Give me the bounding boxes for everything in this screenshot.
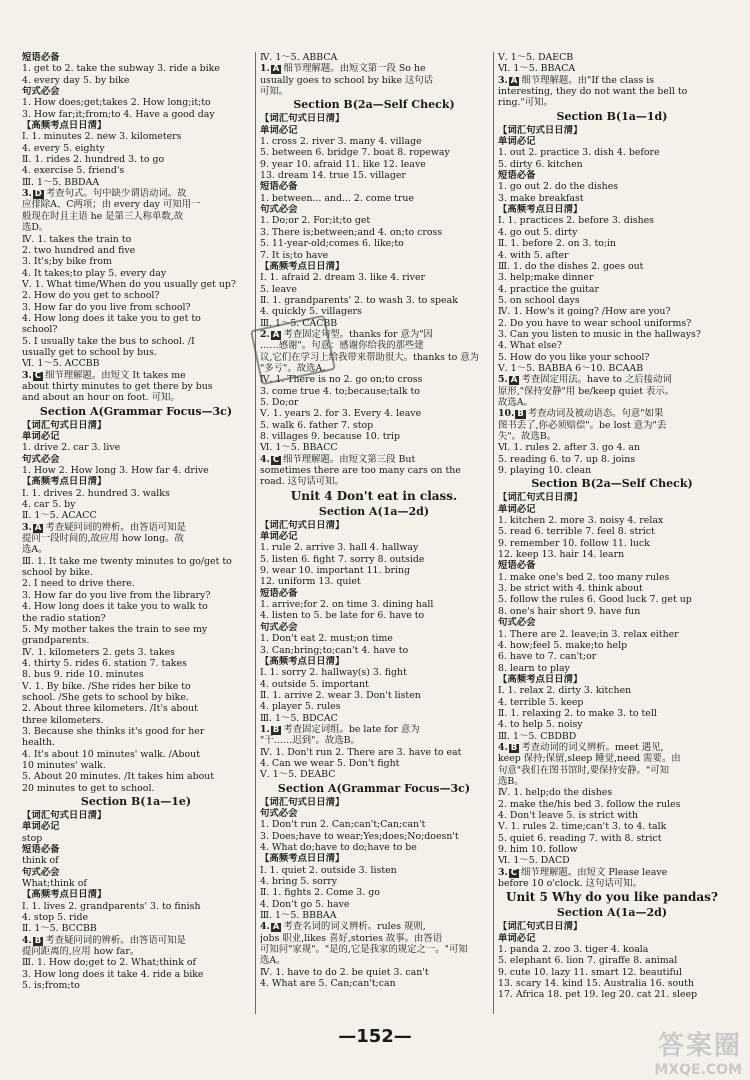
- question-number: 3.: [498, 74, 508, 86]
- subheading: 【高频考点日日清】: [498, 673, 583, 685]
- answer-line: school. /She gets to school by bike.: [22, 691, 189, 703]
- answer-line: 4. outside 5. important: [260, 678, 369, 690]
- column-divider-1: [255, 52, 256, 1014]
- answer-line: Ⅰ. 1. afraid 2. dream 3. like 4. river: [260, 272, 425, 284]
- answer-line: Ⅳ. 1. help;do the dishes: [498, 787, 613, 799]
- question-number: 4.: [260, 453, 270, 465]
- answer-line: 4. stop 5. ride: [22, 912, 89, 924]
- explanation-text: 考查动词及被动语态。句意"如果: [527, 408, 664, 420]
- answer-line: 选A。: [22, 544, 48, 556]
- answer-line: 2. make the/his bed 3. follow the rules: [498, 798, 681, 810]
- answer-line: Ⅰ. 1. lives 2. grandparents' 3. to finish: [22, 900, 201, 912]
- answer-line: Ⅲ. 1. How do;get to 2. What;think of: [22, 957, 196, 969]
- answer-letter-badge: B: [272, 724, 280, 735]
- answer-line: 9. playing 10. clean: [498, 465, 592, 477]
- subheading: 【词汇句式日日清】: [22, 419, 107, 431]
- answer-line: 2. I need to drive there.: [22, 578, 135, 590]
- answer-line: 1. Don't eat 2. must;on time: [260, 633, 393, 645]
- answer-line: 4. every day 5. by bike: [22, 74, 130, 86]
- answer-line: 6. have to 7. can't;or: [498, 651, 597, 663]
- answer-line: 原形,"保持安静"用 be/keep quiet 表示。: [498, 385, 675, 397]
- subheading: 短语必备: [260, 181, 298, 193]
- question-explanation-line: [498, 75, 726, 86]
- answer-line: 1. cross 2. river 3. many 4. village: [260, 136, 422, 148]
- answer-line: 故选A。: [498, 396, 533, 408]
- section-title: Section A(Grammar Focus—3c): [277, 781, 471, 795]
- answer-line: 5. on school days: [498, 294, 580, 306]
- answer-line: three kilometers.: [22, 714, 104, 726]
- answer-line: usually goes to school by bike 这句话: [260, 74, 434, 86]
- answer-line: Ⅱ. 1. relaxing 2. to make 3. to tell: [498, 707, 657, 719]
- answer-letter-badge: D: [34, 189, 42, 200]
- answer-line: Ⅱ. 1. rides 2. hundred 3. to go: [22, 154, 165, 166]
- answer-line: Ⅰ. 1. sorry 2. hallway(s) 3. fight: [260, 667, 407, 679]
- answer-line: Ⅳ. 1～5. ABBCA: [260, 52, 338, 63]
- answer-line: 5. elephant 6. lion 7. giraffe 8. animal: [498, 955, 678, 967]
- answer-line: Ⅱ. 1～5. BCCBB: [22, 923, 97, 935]
- answer-line: 5. listen 6. fight 7. sorry 8. outside: [260, 553, 425, 565]
- page-number: —152—: [338, 1026, 412, 1047]
- answer-line: 17. Africa 18. pet 19. leg 20. cat 21. sleep: [498, 989, 698, 1001]
- answer-line: 1. How 2. How long 3. How far 4. drive: [22, 465, 209, 477]
- explanation-text: 考查疑问词的辨析。由答语可知是: [45, 934, 186, 946]
- question-explanation-line: [260, 63, 488, 74]
- answer-line: 13. dream 14. true 15. villager: [260, 170, 406, 182]
- section-title: Section A(1a—2d): [318, 504, 430, 518]
- answer-line: 8. villages 9. because 10. trip: [260, 431, 400, 442]
- answer-line: What;think of: [22, 878, 87, 890]
- question-explanation-line: [498, 742, 726, 753]
- answer-line: Ⅵ. 1. rules 2. after 3. go 4. an: [498, 442, 641, 454]
- answer-line: 1. out 2. practice 3. dish 4. before: [498, 147, 660, 159]
- site-watermark: [654, 1025, 742, 1078]
- answer-line: 4. terrible 5. keep: [498, 696, 584, 708]
- answer-line: 1. Don't run 2. Can;can't;Can;can't: [260, 819, 426, 831]
- answer-line: 9. year 10. afraid 11. like 12. leave: [260, 158, 426, 170]
- answer-line: 4. quickly 5. villagers: [260, 306, 362, 318]
- answer-letter-badge: A: [510, 75, 518, 86]
- question-number: 4.: [22, 934, 32, 946]
- unit-title: Unit 5 Why do you like pandas?: [506, 890, 718, 905]
- answer-line: 4. how;feel 5. make;to help: [498, 639, 628, 651]
- answer-line: 1. between... and... 2. come true: [260, 192, 414, 204]
- column-right: [498, 52, 726, 1014]
- explanation-text: 细节理解题。由短文第三段 But: [283, 453, 416, 465]
- answer-line: 1. There are 2. leave;in 3. relax either: [498, 628, 679, 640]
- answer-line: 5. Do;or: [260, 396, 299, 408]
- answer-line: sometimes there are too many cars on the: [260, 465, 461, 477]
- answer-line: 3. come true 4. to;because;talk to: [260, 385, 420, 397]
- answer-line: 3. Does;have to wear;Yes;does;No;doesn't: [260, 830, 459, 842]
- answer-line: 3. Because she thinks it's good for her: [22, 725, 205, 737]
- answer-line: Ⅰ. 1. practices 2. before 3. dishes: [498, 215, 654, 227]
- answer-line: Ⅲ. 1～5. BBDAA: [22, 176, 100, 188]
- answer-line: before 10 o'clock. 这句话可知。: [498, 878, 642, 890]
- answer-line: 4. to help 5. noisy: [498, 719, 583, 731]
- answer-line: health.: [22, 737, 55, 749]
- answer-line: Ⅴ. 1. By bike. /She rides her bike to: [22, 680, 191, 692]
- answer-line: Ⅴ. 1. What time/When do you usually get up?: [22, 278, 236, 290]
- answer-line: Ⅳ. 1. Don't run 2. There are 3. have to eat: [260, 746, 462, 758]
- answer-line: 5. About 20 minutes. /It takes him about: [22, 771, 215, 783]
- answer-line: 3. How long does it take 4. ride a bike: [22, 968, 204, 980]
- answer-line: 9. him 10. follow: [498, 844, 578, 856]
- question-number: 3.: [22, 188, 32, 200]
- answer-line: Ⅱ. 1. before 2. on 3. to;in: [498, 238, 617, 250]
- subheading: 单词必记: [22, 431, 60, 442]
- section-title: Section A(1a—2d): [556, 906, 668, 920]
- answer-line: 4. bring 5. sorry: [260, 876, 338, 888]
- answer-line: 3. help;make dinner: [498, 272, 594, 284]
- subheading: 句式必会: [22, 453, 60, 465]
- subheading: 短语必备: [260, 587, 298, 599]
- subheading: 【高频考点日日清】: [22, 120, 107, 132]
- answer-line: Ⅴ. 1～5. DEABC: [260, 769, 336, 781]
- question-number: 4.: [498, 741, 508, 753]
- explanation-text: 考查句式。句中缺少谓语动词。故: [45, 188, 187, 200]
- answer-line: and about an hour on foot. 可知。: [22, 392, 180, 404]
- answer-letter-badge: C: [510, 867, 518, 878]
- answer-line: Ⅱ. 1. arrive 2. wear 3. Don't listen: [260, 689, 421, 701]
- answer-line: Ⅱ. 1～5. ACACC: [22, 510, 97, 522]
- answer-line: 4. Don't leave 5. is strict with: [498, 810, 639, 821]
- subheading: 【词汇句式日日清】: [498, 921, 583, 933]
- answer-line: 3. How far do you live from school?: [22, 301, 191, 313]
- question-number: 3.: [498, 866, 508, 878]
- subheading: 【高频考点日日清】: [260, 260, 345, 272]
- explanation-text: 细节理解题。由短文 It takes me: [45, 369, 186, 381]
- question-number: 1.: [260, 723, 270, 735]
- answer-line: 5. My mother takes the train to see my: [22, 623, 208, 635]
- answer-line: "干……迟到"。故选B。: [260, 735, 360, 747]
- answer-line: Ⅲ. 1. do the dishes 2. goes out: [498, 260, 644, 272]
- subheading: 【词汇句式日日清】: [498, 492, 583, 504]
- subheading: 短语必备: [22, 52, 60, 63]
- answer-line: Ⅳ. 1. How's it going? /How are you?: [498, 306, 671, 318]
- answer-line: think of: [22, 855, 59, 867]
- question-explanation-line: [498, 408, 726, 419]
- question-explanation-line: [498, 374, 726, 385]
- answer-line: 7. It is;to have: [260, 249, 329, 261]
- section-title: Section B(1a—1d): [556, 109, 668, 123]
- answer-line: 4. What else?: [498, 340, 562, 352]
- answer-line: 议,它们在学习上给我带来帮助很大。thanks to 意为: [260, 351, 480, 363]
- answer-line: Ⅲ. 1～5. BDCAC: [260, 712, 338, 724]
- answer-line: 9. cute 10. lazy 11. smart 12. beautiful: [498, 966, 682, 978]
- answer-letter-badge: B: [34, 935, 42, 946]
- answer-letter-badge: C: [34, 370, 42, 381]
- answer-line: 4. It takes;to play 5. every day: [22, 267, 167, 279]
- question-number: 5.: [498, 374, 508, 386]
- answer-line: Ⅱ. 1. grandparents' 2. to wash 3. to speak: [260, 294, 458, 306]
- answer-page: [22, 52, 738, 1014]
- answer-line: 4. player 5. rules: [260, 701, 341, 713]
- answer-line: 9. remember 10. follow 11. luck: [498, 537, 650, 549]
- answer-line: Ⅲ. 1～5. BBBAA: [260, 910, 337, 922]
- answer-line: Ⅰ. 1. relax 2. dirty 3. kitchen: [498, 685, 632, 697]
- answer-line: Ⅴ. 1. years 2. for 3. Every 4. leave: [260, 408, 422, 420]
- answer-line: 3. How far do you live from the library?: [22, 589, 211, 601]
- answer-line: Ⅵ. 1～5. BBACC: [260, 442, 338, 454]
- answer-line: Ⅳ. 1. have to do 2. be quiet 3. can't: [260, 966, 429, 978]
- explanation-text: 考查固定句型。thanks for 意为"因: [283, 328, 433, 340]
- column-middle: [260, 52, 488, 1014]
- section-title: Section B(2a—Self Check): [531, 477, 693, 491]
- answer-line: 4. car 5. by: [22, 499, 76, 511]
- answer-line: Ⅲ. 1～5. CBDBD: [498, 730, 577, 742]
- answer-line: 提问一段时间的,故应用 how long。故: [22, 533, 184, 545]
- answer-line: 3. be strict with 4. think about: [498, 583, 643, 595]
- subheading: 单词必记: [498, 503, 536, 515]
- answer-line: 5. reading 6. to 7. up 8. joins: [498, 453, 636, 465]
- answer-letter-badge: B: [517, 409, 524, 420]
- subheading: 句式必会: [498, 617, 536, 629]
- subheading: 【高频考点日日清】: [22, 889, 107, 901]
- answer-line: 4. How long does it take you to get to: [22, 312, 201, 324]
- subheading: 单词必记: [22, 821, 60, 833]
- answer-line: 5. follow the rules 6. Good luck 7. get up: [498, 594, 692, 606]
- subheading: 【词汇句式日日清】: [260, 796, 345, 808]
- subheading: 【词汇句式日日清】: [260, 519, 345, 531]
- answer-line: Ⅰ. 1. quiet 2. outside 3. listen: [260, 864, 397, 876]
- answer-line: 可知。: [260, 86, 289, 98]
- answer-line: 失"。故选B。: [498, 431, 557, 442]
- answer-line: 8. one's hair short 9. have fun: [498, 605, 641, 617]
- answer-line: Ⅲ. 1. It take me twenty minutes to go/get to: [22, 555, 232, 567]
- answer-line: road. 这句话可知。: [260, 476, 344, 488]
- answer-line: 2. How do you get to school?: [22, 290, 160, 302]
- answer-line: keep 保持;保留,sleep 睡觉,need 需要。由: [498, 753, 681, 765]
- subheading: 【高频考点日日清】: [22, 476, 107, 488]
- answer-line: 图书丢了,你必须赔偿"。be lost 意为"丢: [498, 419, 667, 431]
- answer-line: about thirty minutes to get there by bus: [22, 380, 213, 392]
- subheading: 【词汇句式日日清】: [22, 810, 107, 821]
- answer-line: "多亏"。故选A。: [260, 362, 332, 374]
- question-explanation-line: [260, 724, 488, 735]
- answer-line: 1. drive 2. car 3. live: [22, 442, 121, 454]
- section-title: Section B(2a—Self Check): [293, 98, 455, 112]
- answer-line: 句意"我们在图书馆时,要保持安静。"可知: [498, 764, 669, 776]
- question-explanation-line: [498, 867, 726, 878]
- answer-line: 5. quiet 6. reading 7. with 8. strict: [498, 832, 662, 844]
- answer-letter-badge: A: [272, 64, 280, 75]
- answer-line: 20 minutes to get to school.: [22, 782, 155, 794]
- answer-line: 1. arrive;for 2. on time 3. dining hall: [260, 599, 434, 611]
- watermark-title: 答案圈: [657, 1031, 742, 1061]
- answer-line: 4. Can we wear 5. Don't fight: [260, 757, 400, 769]
- question-explanation-line: [22, 522, 250, 533]
- answer-line: Ⅱ. 1. fights 2. Come 3. go: [260, 887, 380, 899]
- subheading: 【词汇句式日日清】: [498, 124, 583, 136]
- answer-line: Ⅳ. 1. There is no 2. go on;to cross: [260, 374, 423, 386]
- answer-line: 2. About three kilometers. /It's about: [22, 703, 198, 715]
- answer-line: 3. There is;between;and 4. on;to cross: [260, 226, 443, 238]
- answer-line: 3. Can you listen to music in the hallways?: [498, 328, 701, 340]
- answer-line: 选B。: [498, 775, 524, 787]
- subheading: 单词必记: [498, 136, 536, 148]
- section-title: Section A(Grammar Focus—3c): [39, 404, 233, 418]
- answer-line: 3. Can;bring;to;can't 4. have to: [260, 644, 409, 656]
- answer-line: Ⅲ. 1～5. CACBB: [260, 317, 338, 329]
- answer-line: 5. dirty 6. kitchen: [498, 158, 583, 170]
- answer-line: 4. Don't go 5. have: [260, 898, 350, 910]
- answer-letter-badge: A: [34, 522, 42, 533]
- answer-line: interesting, they do not want the bell to: [498, 86, 688, 98]
- column-left: [22, 52, 250, 1014]
- answer-line: 5. I usually take the bus to school. /I: [22, 335, 195, 347]
- answer-line: 8. learn to play: [498, 662, 570, 674]
- answer-line: 提问距离的,应用 how far。: [22, 946, 140, 958]
- answer-line: jobs 职业,likes 喜好,stories 故事。由答语: [260, 932, 443, 944]
- answer-line: school?: [22, 324, 58, 336]
- subheading: 单词必记: [260, 124, 298, 136]
- subheading: 句式必会: [22, 866, 60, 878]
- question-explanation-line: [260, 921, 488, 932]
- explanation-text: 考查动词的词义辨析。meet 遇见,: [521, 741, 664, 753]
- answer-line: 4. How long does it take you to walk to: [22, 601, 208, 613]
- answer-line: Ⅵ. 1～5. BBACA: [498, 63, 576, 75]
- subheading: 【高频考点日日清】: [260, 853, 345, 865]
- answer-line: 4. go out 5. dirty: [498, 226, 578, 238]
- answer-line: 1. Do;or 2. For;it;to get: [260, 215, 371, 227]
- answer-letter-badge: B: [510, 742, 518, 753]
- answer-line: 1. rule 2. arrive 3. hall 4. hallway: [260, 542, 419, 554]
- subheading: 【高频考点日日清】: [498, 204, 583, 216]
- answer-line: 2. two hundred and five: [22, 244, 136, 256]
- answer-line: 5. How do you like your school?: [498, 351, 650, 363]
- answer-line: 10 minutes' walk.: [22, 759, 106, 771]
- answer-line: Ⅵ. 1～5. ACCBB: [22, 358, 100, 370]
- answer-line: 4. practice the guitar: [498, 283, 600, 295]
- answer-letter-badge: A: [510, 375, 518, 386]
- explanation-text: 细节理解题。由短文第一段 So he: [283, 63, 426, 75]
- answer-line: usually get to school by bus.: [22, 346, 157, 358]
- explanation-text: 细节理解题。由短文 Please leave: [521, 866, 668, 878]
- answer-letter-badge: C: [272, 454, 280, 465]
- answer-line: 9. wear 10. important 11. bring: [260, 565, 411, 577]
- answer-line: 可知问"家规"。"是的,它是我家的规定之一。"可知: [260, 944, 468, 956]
- watermark-url: MXQE.COM: [654, 1062, 742, 1078]
- question-number: 3.: [22, 369, 32, 381]
- explanation-text: 考查固定词组。be late for 意为: [283, 723, 420, 735]
- unit-title: Unit 4 Don't eat in class.: [290, 488, 458, 503]
- subheading: 【词汇句式日日清】: [260, 113, 345, 125]
- question-explanation-line: [260, 454, 488, 465]
- answer-line: Ⅴ. 1～5. BABBA 6～10. BCAAB: [498, 362, 644, 374]
- answer-line: 1. panda 2. zoo 3. tiger 4. koala: [498, 944, 649, 956]
- answer-line: stop: [22, 832, 43, 844]
- answer-line: 5. between 6. bridge 7. boat 8. ropeway: [260, 147, 450, 159]
- subheading: 单词必记: [498, 932, 536, 944]
- answer-line: the radio station?: [22, 612, 106, 624]
- answer-line: 4. What are 5. Can;can't;can: [260, 978, 396, 990]
- answer-line: Ⅵ. 1～5. DACD: [498, 855, 570, 867]
- question-number: 4.: [260, 921, 270, 933]
- subheading: 句式必会: [260, 621, 298, 633]
- answer-line: 3. It's;by bike from: [22, 256, 112, 268]
- explanation-text: 细节理解题。由"If the class is: [521, 74, 655, 86]
- answer-letter-badge: A: [272, 329, 280, 340]
- answer-line: 应排除A、C两项；由 every day 可知用一: [22, 199, 201, 211]
- answer-line: 1. kitchen 2. more 3. noisy 4. relax: [498, 515, 664, 527]
- answer-line: 4. What do;have to do;have to be: [260, 842, 417, 853]
- answer-line: 5. is;from;to: [22, 980, 80, 992]
- explanation-text: 考查疑问词的辨析。由答语可知是: [45, 521, 187, 533]
- answer-line: 13. scary 14. kind 15. Australia 16. south: [498, 978, 694, 990]
- answer-line: 4. listen to 5. be late for 6. have to: [260, 610, 425, 622]
- subheading: 句式必会: [260, 204, 298, 216]
- answer-line: Ⅳ. 1. takes the train to: [22, 233, 132, 245]
- section-title: Section B(1a—1e): [80, 795, 192, 808]
- answer-line: 1. get to 2. take the subway 3. ride a bike: [22, 63, 220, 75]
- answer-line: 4. with 5. after: [498, 249, 569, 261]
- answer-line: ……感谢"。句意：感谢你给我的那些建: [260, 340, 424, 352]
- question-explanation-line: [22, 935, 250, 946]
- subheading: 句式必会: [260, 807, 298, 819]
- subheading: 句式必会: [22, 86, 60, 98]
- answer-line: grandparents.: [22, 635, 90, 647]
- subheading: 短语必备: [498, 560, 536, 572]
- question-number: 3.: [22, 521, 32, 533]
- explanation-text: 考查固定用法。have to 之后接动词: [521, 374, 672, 386]
- answer-line: 选D。: [22, 222, 49, 234]
- answer-line: 3. make breakfast: [498, 192, 584, 204]
- answer-line: Ⅰ. 1. drives 2. hundred 3. walks: [22, 487, 170, 499]
- question-explanation-line: [22, 370, 250, 381]
- answer-line: 4. It's about 10 minutes' walk. /About: [22, 748, 200, 760]
- answer-line: 12. uniform 13. quiet: [260, 576, 361, 588]
- answer-line: 选A。: [260, 955, 286, 967]
- answer-line: 5. read 6. terrible 7. feel 8. strict: [498, 526, 655, 538]
- answer-line: 1. make one's bed 2. too many rules: [498, 571, 670, 583]
- answer-line: Ⅴ. 1. rules 2. time;can't 3. to 4. talk: [498, 821, 667, 833]
- question-number: 1.: [260, 63, 270, 75]
- subheading: 短语必备: [22, 844, 60, 856]
- answer-line: 1. How does;get;takes 2. How long;it;to: [22, 97, 211, 109]
- answer-line: 2. Do you have to wear school uniforms?: [498, 317, 692, 329]
- answer-line: 4. exercise 5. friend's: [22, 165, 125, 177]
- answer-line: Ⅰ. 1. minutes 2. new 3. kilometers: [22, 131, 182, 143]
- answer-line: 5. walk 6. father 7. stop: [260, 419, 374, 431]
- answer-line: ring."可知。: [498, 97, 553, 109]
- answer-line: 4. every 5. eighty: [22, 142, 105, 154]
- answer-line: 5. leave: [260, 283, 297, 295]
- answer-line: school by bike.: [22, 567, 93, 579]
- column-divider-2: [493, 52, 494, 1014]
- subheading: 单词必记: [260, 531, 298, 543]
- question-explanation-line: [22, 188, 250, 199]
- answer-line: 1. go out 2. do the dishes: [498, 181, 619, 193]
- subheading: 短语必备: [498, 170, 536, 182]
- answer-letter-badge: A: [272, 922, 280, 933]
- answer-line: 3. How far;it;from;to 4. Have a good day: [22, 108, 215, 120]
- answer-line: 5. 11-year-old;comes 6. like;to: [260, 238, 404, 250]
- answer-line: Ⅳ. 1. kilometers 2. gets 3. takes: [22, 646, 175, 658]
- explanation-text: 考查名词的词义辨析。rules 规则,: [283, 921, 426, 933]
- answer-line: 12. keep 13. hair 14. learn: [498, 549, 625, 561]
- answer-line: Ⅴ. 1～5. DAECB: [498, 52, 574, 63]
- question-number: 10.: [498, 408, 515, 420]
- answer-line: 般现在时且主语 he 是第三人称单数,故: [22, 210, 184, 222]
- subheading: 【高频考点日日清】: [260, 655, 345, 667]
- question-number: 2.: [260, 328, 270, 340]
- answer-line: 8. bus 9. ride 10. minutes: [22, 669, 144, 681]
- answer-line: 4. thirty 5. rides 6. station 7. takes: [22, 657, 187, 669]
